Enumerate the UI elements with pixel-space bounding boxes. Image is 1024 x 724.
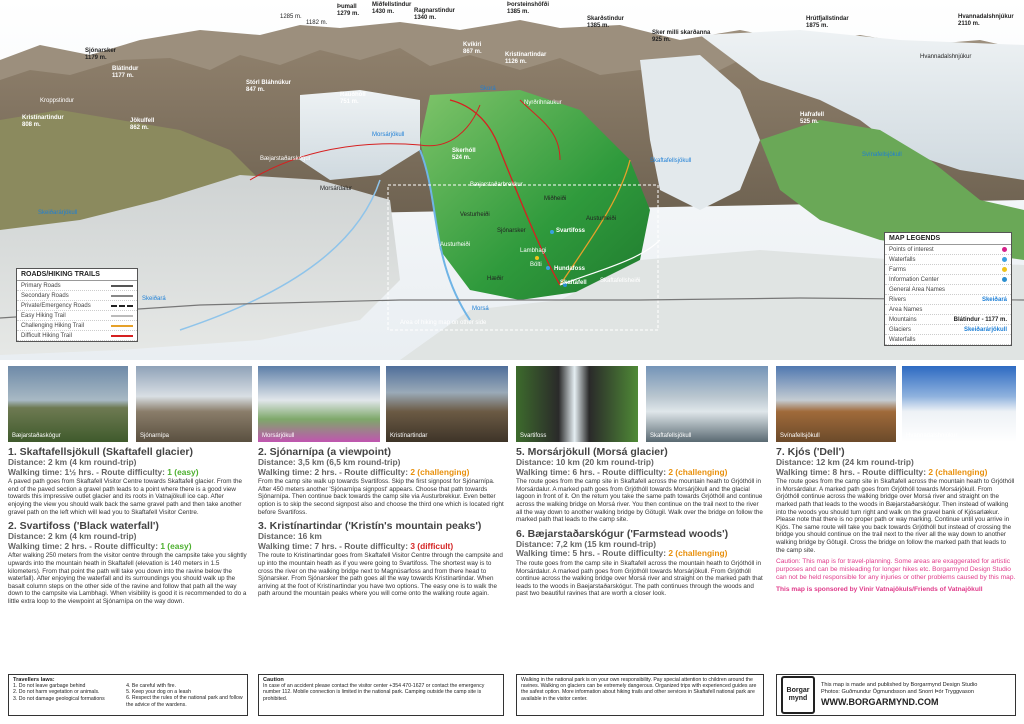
legend-dot-icon [1002, 267, 1007, 272]
place-label: Kroppstindur [40, 98, 75, 104]
map-legend-row [885, 325, 1011, 335]
map-legend [884, 232, 1012, 346]
laws-title: Travellers laws: [13, 677, 55, 683]
peak-label: Kristínartindar 1126 m. [505, 52, 547, 65]
route-title: 2. Sjónarnípa (a viewpoint) [258, 446, 392, 458]
route-text: After walking 250 meters from the visitor centre through the campsite take you slightly upwards into the mountain heath in Skaftafell (elevation is 140 meters in 1.5 kilometers). From that point the path will take you down into the ravine below the waterfall). After enjoying the waterfall and its surroundings you should walk up the basalt column steps on the other side of the ravine and follow that path all the way down to the campsite via Lambhagi. When visibility is good it is recommended to do a little extra loop to the viewpoint at Sjónarnípa on the way down. [8, 552, 247, 605]
place-label: Miðheiði [544, 196, 567, 202]
route-walking: Walking time: 7 hrs. - Route difficulty: 3 (difficult) [258, 540, 454, 551]
legend-line-sample [111, 315, 133, 317]
photo-caption: Svartifoss [520, 433, 547, 439]
route-column-2 [258, 446, 504, 602]
route-distance: Distance: 7,2 km (15 km round-trip) [516, 538, 657, 549]
map-legend-row [885, 255, 1011, 265]
peak-label: Miðfellstindur 1430 m. [372, 2, 412, 15]
peak-label: Hrútfjallstindar 1875 m. [806, 16, 849, 29]
photo-caption: Svínafellsjökull [780, 433, 820, 439]
photo-hvannadalshnjukur [902, 366, 1016, 442]
legend-line-sample [111, 295, 133, 297]
route-walking: Walking time: 5 hrs. - Route difficulty: 2 (challenging) [516, 548, 728, 559]
map-legend-row [885, 305, 1011, 315]
route-walking: Walking time: 8 hrs. - Route difficulty: 2 (challenging) [776, 466, 988, 477]
photo-morsarjokull [258, 366, 380, 442]
route-distance: Distance: 3,5 km (6,5 km round-trip) [258, 457, 401, 467]
difficulty-badge: 2 (challenging) [928, 466, 988, 477]
route-1 [8, 446, 248, 516]
route-column-1 [8, 446, 248, 610]
place-label: Skaftafell [560, 280, 587, 286]
peak-label: Þorsteinshöfði 1385 m. [507, 2, 550, 15]
walking-notice [516, 674, 764, 716]
legend-sample: Skeiðará [981, 296, 1007, 303]
place-label: Skaftafellsheiði [600, 278, 641, 284]
peak-label: Skarðstindur 1385 m. [587, 16, 625, 29]
map-legend-title: MAP LEGENDS [885, 233, 1011, 245]
law-item: 6. Respect the rules of the national park and follow the advice of the wardens. [126, 695, 243, 708]
route-walking: Walking time: 2 hrs. - Route difficulty: 1 (easy) [8, 540, 192, 551]
route-column-4 [776, 446, 1016, 598]
route-title: 3. Kristínartindar ('Kristín's mountain peaks') [258, 520, 482, 533]
peak-label: 1182 m. [306, 20, 328, 26]
map-legend-row [885, 295, 1011, 305]
law-item: 2. Do not harm vegetation or animals. [13, 689, 100, 696]
law-item: 5. Keep your dog on a leash [126, 689, 192, 696]
peak-label: Skerhóll 524 m. [452, 148, 476, 161]
walking-text: Walking in the national park is on your own responsibility. Pay special attention to children around the ravines. Walking on glaciers can be extremely dangerous. Organized trips with experienced guides are the safest option. More information about hiking trails and other services in Skaftafell national park are available in the visitor center. [521, 677, 757, 702]
roads-legend-row [17, 281, 137, 291]
route-7 [776, 446, 1016, 554]
place-label: Austurheiði [586, 216, 617, 222]
legend-label: Waterfalls [889, 336, 916, 343]
route-text: The route goes from the camp site in Skaftafell across the mountain heath to Grjóthóll in Morsárdalur. A marked path goes from Grjóthóll towards Morsárjökull. From Grjóthóll continue across the walking bridge over Morsá river and straight on the marked path that leads to the woods in Bæjarstaðarskógur. Then instead of walking into the woods you should turn right and walk on the gravel bank of Kjósarlækur. Please note that there is no proper path or way marking. Continue until you arrive in Kjós. The same route will take you back towards Grjóthóll but instead of crossing the bridge you should continue on the trail next to the river all the way down to another walking bridge by Götugil. Cross the bridge on follow the marked path that leads to the camp site. [776, 478, 1015, 554]
credits-box [776, 674, 1016, 716]
place-label: Morsárjökull [372, 132, 405, 138]
route-column-3 [516, 446, 764, 602]
legend-line-sample [111, 325, 133, 327]
website-link[interactable]: WWW.BORGARMYND.COM [821, 697, 939, 707]
peak-label: Hafrafell 525 m. [800, 112, 825, 125]
caution-title: Caution [263, 677, 284, 683]
route-walking: Walking time: 2 hrs. - Route difficulty: 2 (challenging) [258, 466, 470, 477]
legend-label: Mountains [889, 316, 917, 323]
map-legend-row [885, 285, 1011, 295]
place-label: Bæjarstaðarbrekkur [470, 182, 523, 188]
caution-text: In case of an accident please contact the visitor center +354 470-1627 or contact the emergency number 112. Mobile connection is limited in the national park. Camping outside the camp site is prohibited. [263, 683, 485, 702]
roads-legend-title: ROADS/HIKING TRAILS [17, 269, 137, 281]
legend-label: Glaciers [889, 326, 912, 333]
place-label: Sjónarsker [497, 228, 526, 234]
roads-legend-row [17, 321, 137, 331]
photo-caption: Sjónarnípa [140, 433, 170, 439]
place-label: Skeiðará [142, 296, 166, 302]
route-distance: Distance: 2 km (4 km round-trip) [8, 457, 137, 467]
route-title: 6. Bæjarstaðarskógur ('Farmstead woods') [516, 527, 729, 540]
place-label: Vesturheiði [460, 212, 490, 218]
photo-caption: Skaftafellsjökull [650, 433, 692, 439]
route-walking: Walking time: 6 hrs. - Route difficulty: 2 (challenging) [516, 466, 728, 477]
roads-legend-row [17, 291, 137, 301]
place-label: Nyrðrihnaukur [524, 100, 562, 106]
legend-label: Easy Hiking Trail [21, 312, 66, 319]
map-area-note: Area of hiking map on other side [400, 320, 487, 326]
map-legend-row [885, 315, 1011, 325]
route-text: From the camp site walk up towards Svartifoss. Skip the first signpost for Sjónarnípa. After 450 meters another 'Sjónarnípa signpost' appears. Choose that path towards Sjónarnípa. Then continue back towards the camp site via Austurbrekkur. Even better option is to skip the second signpost also and choose the third one which is located right before Svartifoss. [258, 478, 504, 516]
difficulty-badge: 1 (easy) [167, 466, 199, 477]
route-distance: Distance: 10 km (20 km round-trip) [516, 457, 654, 467]
map-legend-row [885, 335, 1011, 345]
photo-caption: Bæjarstaðaskógur [12, 433, 61, 439]
photo-skaftafellsjokull [646, 366, 768, 442]
peak-label: Kvíkiri 867 m. [463, 42, 482, 55]
place-label: Hæðir [487, 276, 504, 282]
place-label: Bæjarstaðarskógur [260, 156, 311, 162]
roads-legend-row [17, 331, 137, 341]
route-6 [516, 528, 764, 598]
peak-label: Jökulfell 862 m. [130, 118, 155, 131]
photo-caption: Hvannadalshnjúkur [906, 433, 958, 439]
legend-sample: Skeiðarárjökull [963, 326, 1007, 333]
place-label: Morsárdalur [320, 186, 353, 192]
caution-note: Caution: This map is for travel-planning. Some areas are exaggerated for artistic purposes and can be misleading for longer hikes etc. Borgarmynd Design Studio can not be held responsible for any injuries or other problems caused by this map. [776, 558, 1016, 582]
law-item: 3. Do not damage geological formations [13, 695, 105, 702]
legend-label: General Area Names [889, 286, 946, 293]
route-title: 5. Morsárjökull (Morsá glacier) [516, 446, 668, 458]
map-legend-row [885, 245, 1011, 255]
panoramic-map [0, 0, 1024, 360]
route-text: The route goes from the camp site in Skaftafell across the mountain heath to Grjóthóll in Morsárdalur. A marked path goes from Grjóthóll towards Morsárjökull. From Grjóthóll continue across the walking bridge over Morsá river and straight on the marked path that leads to the woods in Baejarstaðarskógur. The path continues through the woods and past two beautiful ravines that are worth a closer look. [516, 559, 763, 598]
peak-label: Rauðhóll 751 m. [340, 92, 366, 105]
legend-label: Area Names [889, 306, 923, 313]
peak-label: Sker milli skarðanna 925 m. [652, 30, 711, 43]
caution-box [258, 674, 504, 716]
route-walking: Walking time: 1½ hrs. - Route difficulty: 1 (easy) [8, 466, 199, 477]
place-label: Hundafoss [554, 266, 586, 272]
peak-label: Stórl Bláhnúkur 847 m. [246, 80, 292, 93]
legend-label: Primary Roads [21, 282, 61, 289]
route-text: The route to Kristínartindar goes from Skaftafell Visitor Centre through the campsite and up into the mountain heath as if you were going to Svartifoss. The shortest way is to cross the river on the walking bridge next to Magnúsarfoss and from there head to Sjónarsker. From Sjónarsker the path goes all the way towards Kristínartindar. When arriving at the foot of Kristínartindar you have two options. The easy one is to walk the path around the mountain peaks where you will come onto the walking route again. [258, 552, 503, 598]
roads-legend-row [17, 301, 137, 311]
legend-line-sample [111, 305, 133, 307]
legend-label: Waterfalls [889, 256, 916, 263]
difficulty-badge: 2 (challenging) [668, 466, 728, 477]
legend-label: Points of interest [889, 246, 934, 253]
peak-label: Ragnarstindur 1340 m. [414, 8, 456, 21]
roads-legend-row [17, 311, 137, 321]
place-label: Morsá [472, 306, 489, 312]
legend-label: Challenging Hiking Trail [21, 322, 85, 329]
photo-baejarstadaskogur [8, 366, 128, 442]
borgarmynd-logo: Borgar mynd [781, 676, 815, 714]
route-text: The route goes from the camp site in Skaftafell across the mountain heath to Grjóthóll in Morsárdalur. A marked path goes from Grjóthóll towards Morsárjökull and the glacial lagoon in front of it. On the return you take the same path towards Grjóthóll and continue across the walking bridge on Morsá river. You then continue on the trail next to the river all the way down to another walking bridge by Götugil. Walk over the bridge on follow the marked path that leads to the camp site. [516, 478, 763, 524]
place-label: Bölti [530, 262, 542, 268]
credit-line: This map is made and published by Borgarmynd Design Studio [821, 682, 978, 688]
difficulty-badge: 2 (challenging) [410, 466, 470, 477]
difficulty-badge: 1 (easy) [160, 540, 192, 551]
law-item: 4. Be careful with fire. [126, 683, 177, 689]
place-label: Lambhagi [520, 248, 547, 254]
photo-caption: Morsárjökull [262, 433, 295, 439]
legend-dot-icon [1002, 247, 1007, 252]
photo-svartifoss [516, 366, 638, 442]
place-label: Svínafellsjökull [862, 152, 902, 158]
legend-label: Information Center [889, 276, 939, 283]
route-distance: Distance: 2 km (4 km round-trip) [8, 531, 137, 542]
legend-dot-icon [1002, 257, 1007, 262]
route-distance: Distance: 16 km [258, 531, 322, 542]
route-sjonarnipa [258, 446, 504, 516]
legend-label: Rivers [889, 296, 907, 303]
peak-label: Hvannadalshnjúkur 2110 m. [958, 14, 1014, 27]
route-2 [8, 520, 248, 605]
route-title: 7. Kjós ('Dell') [776, 446, 845, 458]
legend-dot-icon [1002, 277, 1007, 282]
map-legend-row [885, 265, 1011, 275]
place-label: Austurheiði [440, 242, 471, 248]
place-label: Skaftafellsjökull [650, 158, 692, 164]
legend-label: Difficult Hiking Trail [21, 332, 72, 339]
photo-caption: Kristínartindar [390, 433, 428, 439]
photo-sjonarnipa [136, 366, 252, 442]
map-legend-row [885, 275, 1011, 285]
place-label: Hvannadalshnjúkur [920, 54, 972, 60]
route-text: A paved path goes from Skaftafell Visitor Centre towards Skaftafell glacier. From the end of the paved section a gravel path leads to a point where there is a good view towards this impressive outlet glacier and its roots in Vatnajökull ice cap. After enjoying the view you should walk back the same gravel path and then take another gravel path on the left which will lead you to Skaftafell Visitor Centre. [8, 478, 243, 516]
place-label: Skeiðarárjökull [38, 210, 78, 216]
route-distance: Distance: 12 km (24 km round-trip) [776, 457, 914, 467]
difficulty-badge: 2 (challenging) [668, 548, 728, 559]
photo-kristinartindar [386, 366, 508, 442]
sponsor-note: This map is sponsored by Vinir Vatnajökuls/Friends of Vatnajökull [776, 586, 983, 594]
route-title: 2. Svartifoss ('Black waterfall') [8, 520, 159, 533]
peak-label: Blátindur 1177 m. [112, 66, 139, 79]
legend-sample: Blátindur - 1177 m. [953, 316, 1007, 323]
credit-line: Photos: Guðmundur Ögmundsson and Snorri Þór Tryggvason [821, 689, 974, 695]
legend-line-sample [111, 335, 133, 337]
place-label: Svartifoss [556, 228, 586, 234]
legend-label: Secondary Roads [21, 292, 69, 299]
peak-label: Kristínartindur 808 m. [22, 115, 64, 128]
route-title: 1. Skaftafellsjökull (Skaftafell glacier) [8, 446, 193, 458]
place-label: Skorá [480, 86, 496, 92]
peak-label: Þumall 1279 m. [337, 4, 360, 17]
route-3 [258, 520, 504, 598]
legend-line-sample [111, 285, 133, 287]
photo-svinafellsjokull [776, 366, 896, 442]
law-item: 1. Do not leave garbage behind [13, 683, 86, 690]
peak-label: Sjónarsker 1179 m. [85, 48, 117, 61]
legend-label: Private/Emergency Roads [21, 302, 91, 309]
difficulty-badge: 3 (difficult) [410, 540, 454, 551]
roads-legend [16, 268, 138, 342]
travellers-laws [8, 674, 248, 716]
peak-label: 1285 m. [280, 14, 302, 20]
route-5 [516, 446, 764, 524]
legend-label: Farms [889, 266, 906, 273]
